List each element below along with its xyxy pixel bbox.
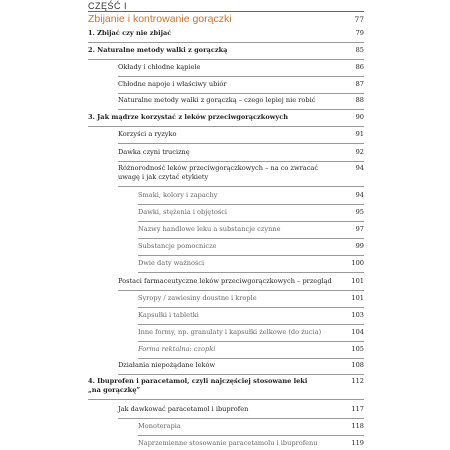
toc-entry-page-number: 94 (355, 191, 364, 199)
toc-entry[interactable] (118, 148, 364, 157)
toc-entry-title: Dawka czyni truciznę (118, 148, 190, 156)
toc-entry-page-number: 88 (355, 96, 364, 104)
toc-entry-title-continued: „na gorączkę” (88, 386, 141, 394)
toc-entry-title: Okłady i chłodne kąpiele (118, 63, 201, 71)
toc-entry[interactable] (88, 377, 364, 395)
toc-entry-title: Różnorodność leków przeciwgorączkowych – na co zwracać (118, 164, 319, 172)
toc-entry-title: Działania niepożądane leków (118, 361, 216, 369)
toc-entry-page-number: 101 (351, 277, 364, 285)
toc-entry-page-number: 100 (351, 259, 364, 267)
toc-entry-title: 4. Ibuprofen i paracetamol, czyli najczęściej stosowane leki (88, 377, 308, 385)
toc-entry-page-number: 104 (351, 328, 364, 336)
toc-entry-title: Nazwy handlowe leku a substancje czynne (138, 225, 281, 233)
toc-entry[interactable] (118, 63, 364, 72)
toc-separator (118, 374, 364, 375)
toc-separator (88, 399, 364, 400)
toc-separator (138, 341, 364, 342)
toc-entry-page-number: 117 (351, 405, 364, 413)
toc-entry-page-number: 99 (355, 242, 364, 250)
toc-entry-title: Substancje pomocnicze (138, 242, 217, 250)
toc-entry[interactable] (138, 311, 364, 320)
toc-separator (138, 307, 364, 308)
toc-entry-title: Kapsułki i tabletki (138, 311, 199, 319)
toc-entry-page-number: 90 (355, 113, 364, 121)
toc-entry[interactable] (138, 422, 364, 431)
toc-entry-title: Naprzemienne stosowanie paracetamolu i ibuprofenu (138, 439, 318, 447)
toc-separator (138, 238, 364, 239)
toc-separator (138, 204, 364, 205)
toc-entry-title: Monoterapia (138, 422, 181, 430)
toc-entry-title: 1. Zbijać czy nie zbijać (88, 29, 172, 37)
toc-entry-page-number: 105 (351, 345, 364, 353)
toc-separator (138, 358, 364, 359)
toc-entry-title: 2. Naturalne metody walki z gorączką (88, 46, 228, 54)
toc-separator (118, 186, 364, 187)
toc-entry[interactable] (88, 29, 364, 38)
chapter-title: Zbijanie i kontrowanie gorączki (88, 13, 232, 25)
toc-entry-page-number: 112 (351, 377, 364, 385)
toc-separator (88, 126, 364, 127)
toc-entry-page-number: 97 (355, 225, 364, 233)
toc-entry[interactable] (138, 328, 364, 337)
toc-entry-title: Chłodne napoje i właściwy ubiór (118, 80, 227, 88)
toc-entry[interactable] (138, 242, 364, 251)
toc-entry-page-number: 79 (355, 29, 364, 37)
toc-separator (138, 272, 364, 273)
toc-separator (88, 59, 364, 60)
toc-entry-page-number: 118 (351, 422, 364, 430)
toc-separator (88, 42, 364, 43)
toc-separator (118, 161, 364, 162)
toc-entry-title: Forma rektalna: czopki (138, 345, 216, 353)
toc-entry-page-number: 85 (355, 46, 364, 54)
part-label: CZĘŚĆ I (88, 1, 128, 11)
toc-entry[interactable] (138, 208, 364, 217)
toc-entry-title: Inne formy, np. granulaty i kapsułki żelkowe (do żucia) (138, 328, 322, 336)
toc-entry-page-number: 119 (351, 439, 364, 447)
toc-entry-page-number: 86 (355, 63, 364, 71)
toc-entry[interactable] (138, 294, 364, 303)
toc-separator (138, 435, 364, 436)
toc-entry[interactable] (118, 80, 364, 89)
toc-entry[interactable] (138, 345, 364, 354)
toc-entry-title: Korzyści a ryzyko (118, 130, 177, 138)
toc-entry-page-number: 108 (351, 361, 364, 369)
toc-entry-title: Naturalne metody walki z gorączką – czego lepiej nie robić (118, 96, 316, 104)
toc-separator (118, 290, 364, 291)
toc-separator (118, 76, 364, 77)
toc-entry[interactable] (88, 113, 364, 122)
toc-entry-title: Dwie daty ważności (138, 259, 205, 267)
toc-entry[interactable] (138, 439, 364, 448)
toc-separator (118, 109, 364, 110)
toc-entry-page-number: 91 (355, 130, 364, 138)
toc-separator (138, 221, 364, 222)
toc-entry-title: Jak dawkować paracetamol i ibuprofen (118, 405, 249, 413)
toc-entry[interactable] (118, 164, 364, 182)
toc-entry-title: Syropy / zawiesiny doustne i krople (138, 294, 257, 302)
toc-separator (138, 324, 364, 325)
toc-entry[interactable] (138, 259, 364, 268)
toc-entry[interactable] (118, 405, 364, 414)
toc-entry-page-number: 94 (355, 164, 364, 172)
toc-entry-page-number: 92 (355, 148, 364, 156)
toc-entry[interactable] (138, 191, 364, 200)
toc-separator (118, 418, 364, 419)
toc-entry-page-number: 101 (351, 294, 364, 302)
toc-separator (118, 143, 364, 144)
toc-entry[interactable] (118, 361, 364, 370)
toc-entry-page-number: 95 (355, 208, 364, 216)
toc-entry[interactable] (138, 225, 364, 234)
toc-entry-title: Smaki, kolory i zapachy (138, 191, 218, 199)
toc-entry[interactable] (88, 46, 364, 55)
toc-entry-page-number: 87 (355, 80, 364, 88)
toc-entry-page-number: 103 (351, 311, 364, 319)
toc-entry-title: Dawki, stężenia i objętości (138, 208, 227, 216)
toc-entry-title: 3. Jak mądrze korzystać z leków przeciwgorączkowych (88, 113, 289, 121)
toc-separator (138, 255, 364, 256)
toc-entry[interactable] (118, 277, 364, 286)
toc-entry-title-continued: uwagę i jak czytać etykiety (118, 173, 209, 181)
toc-entry[interactable] (118, 96, 364, 105)
toc-separator (118, 93, 364, 94)
chapter-page-number: 77 (354, 15, 364, 24)
toc-entry-title: Postaci farmaceutyczne leków przeciwgorączkowych – przegląd (118, 277, 332, 285)
toc-entry[interactable] (118, 130, 364, 139)
